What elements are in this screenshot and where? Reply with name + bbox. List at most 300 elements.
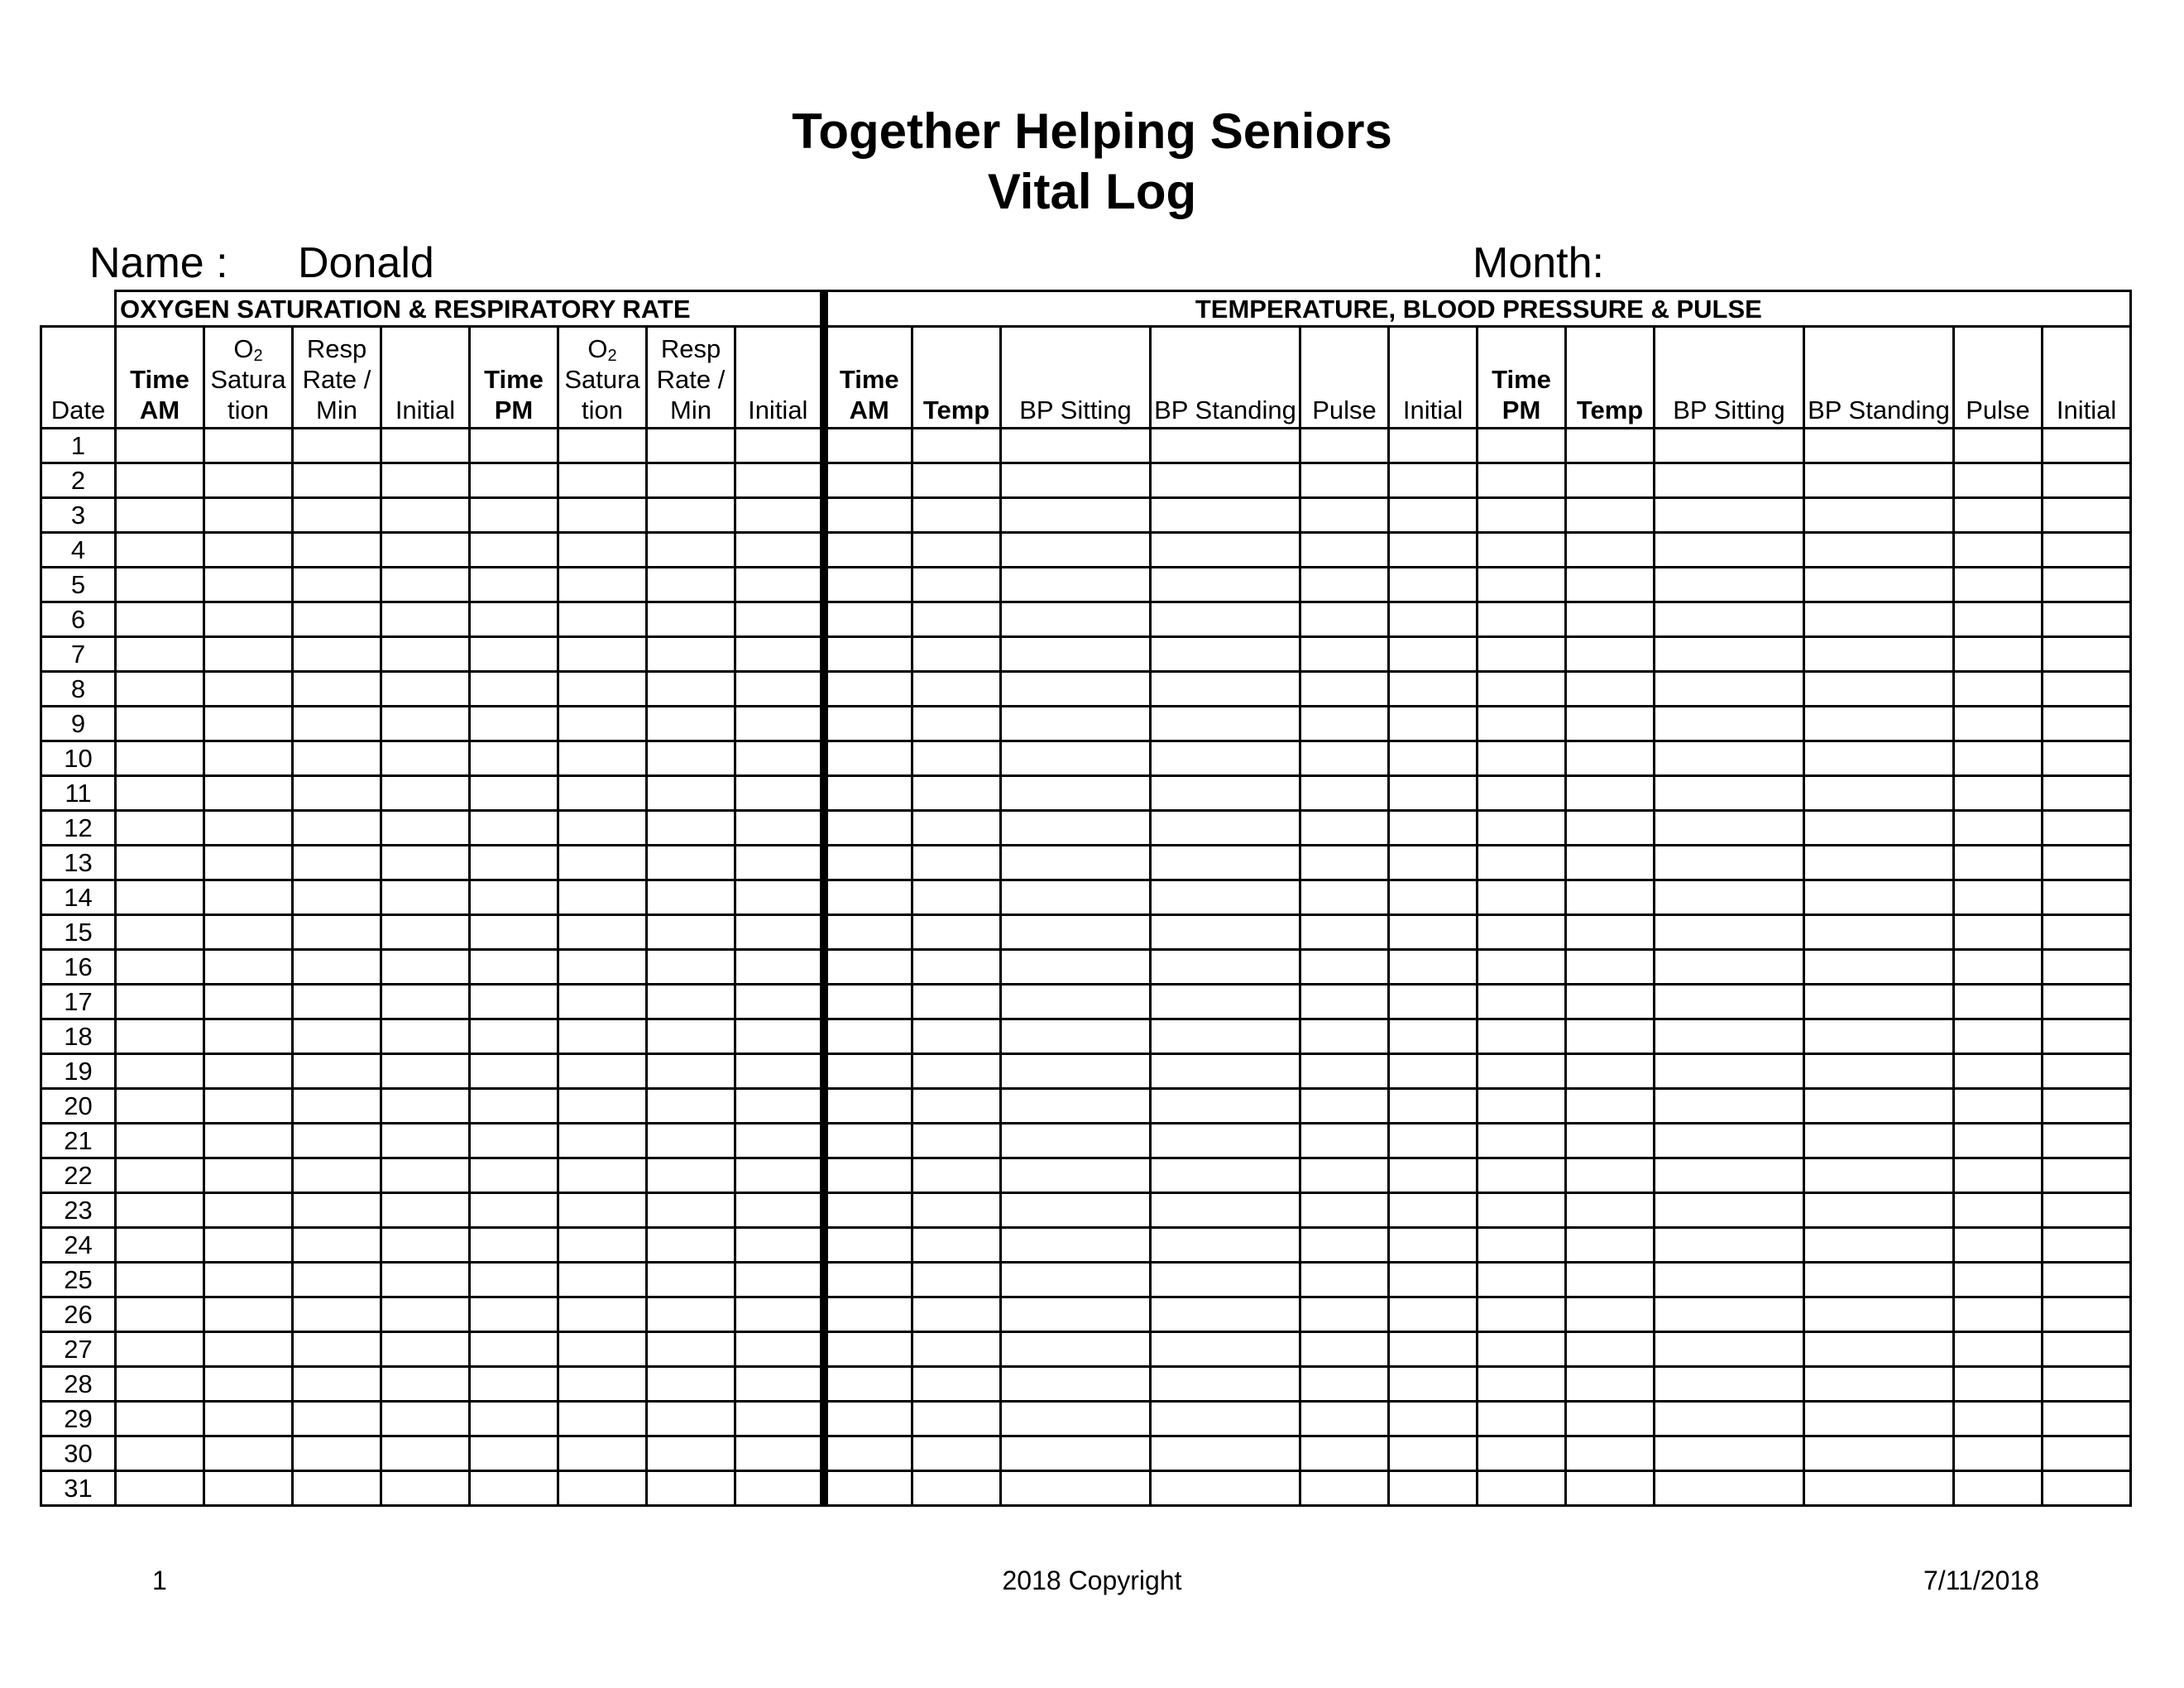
- entry-cell[interactable]: [735, 1193, 824, 1228]
- entry-cell[interactable]: [470, 602, 558, 637]
- entry-cell[interactable]: [558, 672, 647, 707]
- entry-cell[interactable]: [1389, 811, 1478, 846]
- entry-cell[interactable]: [116, 1297, 204, 1332]
- entry-cell[interactable]: [1151, 985, 1300, 1019]
- entry-cell[interactable]: [293, 1193, 381, 1228]
- entry-cell[interactable]: [1478, 672, 1566, 707]
- entry-cell[interactable]: [2043, 1332, 2131, 1367]
- entry-cell[interactable]: [381, 672, 470, 707]
- entry-cell[interactable]: [204, 637, 293, 672]
- entry-cell[interactable]: [1655, 741, 1804, 776]
- entry-cell[interactable]: [1954, 741, 2043, 776]
- entry-cell[interactable]: [558, 463, 647, 498]
- entry-cell[interactable]: [116, 498, 204, 533]
- entry-cell[interactable]: [647, 1089, 735, 1124]
- entry-cell[interactable]: [470, 1158, 558, 1193]
- entry-cell[interactable]: [116, 1367, 204, 1402]
- entry-cell[interactable]: [204, 811, 293, 846]
- entry-cell[interactable]: [204, 915, 293, 950]
- entry-cell[interactable]: [647, 1158, 735, 1193]
- entry-cell[interactable]: [293, 707, 381, 741]
- entry-cell[interactable]: [1804, 1263, 1954, 1297]
- entry-cell[interactable]: [647, 1228, 735, 1263]
- entry-cell[interactable]: [470, 568, 558, 602]
- entry-cell[interactable]: [824, 1436, 912, 1471]
- entry-cell[interactable]: [204, 741, 293, 776]
- entry-cell[interactable]: [2043, 533, 2131, 568]
- entry-cell[interactable]: [470, 1332, 558, 1367]
- entry-cell[interactable]: [204, 1332, 293, 1367]
- entry-cell[interactable]: [2043, 985, 2131, 1019]
- entry-cell[interactable]: [381, 811, 470, 846]
- entry-cell[interactable]: [1001, 950, 1151, 985]
- entry-cell[interactable]: [116, 880, 204, 915]
- entry-cell[interactable]: [204, 1367, 293, 1402]
- entry-cell[interactable]: [912, 1158, 1001, 1193]
- entry-cell[interactable]: [1300, 1054, 1389, 1089]
- entry-cell[interactable]: [470, 429, 558, 463]
- entry-cell[interactable]: [1151, 1402, 1300, 1436]
- entry-cell[interactable]: [2043, 1297, 2131, 1332]
- entry-cell[interactable]: [1954, 846, 2043, 880]
- entry-cell[interactable]: [1300, 429, 1389, 463]
- entry-cell[interactable]: [912, 1332, 1001, 1367]
- entry-cell[interactable]: [558, 811, 647, 846]
- entry-cell[interactable]: [381, 1089, 470, 1124]
- entry-cell[interactable]: [735, 915, 824, 950]
- entry-cell[interactable]: [824, 1019, 912, 1054]
- entry-cell[interactable]: [1478, 533, 1566, 568]
- entry-cell[interactable]: [1566, 1263, 1655, 1297]
- entry-cell[interactable]: [558, 1158, 647, 1193]
- entry-cell[interactable]: [647, 1332, 735, 1367]
- entry-cell[interactable]: [1389, 1158, 1478, 1193]
- entry-cell[interactable]: [470, 1124, 558, 1158]
- entry-cell[interactable]: [1804, 880, 1954, 915]
- entry-cell[interactable]: [1300, 533, 1389, 568]
- entry-cell[interactable]: [558, 985, 647, 1019]
- entry-cell[interactable]: [1389, 950, 1478, 985]
- entry-cell[interactable]: [1655, 602, 1804, 637]
- entry-cell[interactable]: [558, 846, 647, 880]
- entry-cell[interactable]: [293, 1124, 381, 1158]
- entry-cell[interactable]: [293, 637, 381, 672]
- entry-cell[interactable]: [735, 1436, 824, 1471]
- entry-cell[interactable]: [647, 846, 735, 880]
- entry-cell[interactable]: [1300, 637, 1389, 672]
- entry-cell[interactable]: [1655, 1054, 1804, 1089]
- entry-cell[interactable]: [824, 1158, 912, 1193]
- entry-cell[interactable]: [647, 915, 735, 950]
- entry-cell[interactable]: [1389, 637, 1478, 672]
- entry-cell[interactable]: [1001, 1124, 1151, 1158]
- entry-cell[interactable]: [381, 1332, 470, 1367]
- entry-cell[interactable]: [470, 1436, 558, 1471]
- entry-cell[interactable]: [1151, 1228, 1300, 1263]
- entry-cell[interactable]: [1478, 1089, 1566, 1124]
- entry-cell[interactable]: [1151, 741, 1300, 776]
- entry-cell[interactable]: [470, 741, 558, 776]
- entry-cell[interactable]: [1001, 463, 1151, 498]
- entry-cell[interactable]: [1389, 533, 1478, 568]
- entry-cell[interactable]: [1566, 1367, 1655, 1402]
- entry-cell[interactable]: [1001, 1193, 1151, 1228]
- entry-cell[interactable]: [1804, 1297, 1954, 1332]
- entry-cell[interactable]: [1954, 985, 2043, 1019]
- entry-cell[interactable]: [1151, 568, 1300, 602]
- entry-cell[interactable]: [558, 950, 647, 985]
- entry-cell[interactable]: [381, 463, 470, 498]
- entry-cell[interactable]: [2043, 602, 2131, 637]
- entry-cell[interactable]: [381, 498, 470, 533]
- entry-cell[interactable]: [1389, 1471, 1478, 1506]
- entry-cell[interactable]: [1001, 707, 1151, 741]
- entry-cell[interactable]: [1954, 672, 2043, 707]
- entry-cell[interactable]: [558, 1019, 647, 1054]
- entry-cell[interactable]: [1954, 1158, 2043, 1193]
- entry-cell[interactable]: [470, 463, 558, 498]
- entry-cell[interactable]: [558, 1471, 647, 1506]
- entry-cell[interactable]: [912, 1019, 1001, 1054]
- entry-cell[interactable]: [1151, 1263, 1300, 1297]
- entry-cell[interactable]: [293, 1228, 381, 1263]
- entry-cell[interactable]: [1954, 1263, 2043, 1297]
- entry-cell[interactable]: [470, 1193, 558, 1228]
- entry-cell[interactable]: [735, 568, 824, 602]
- entry-cell[interactable]: [1151, 637, 1300, 672]
- entry-cell[interactable]: [1300, 1332, 1389, 1367]
- entry-cell[interactable]: [1151, 602, 1300, 637]
- entry-cell[interactable]: [116, 1332, 204, 1367]
- entry-cell[interactable]: [558, 1124, 647, 1158]
- entry-cell[interactable]: [912, 880, 1001, 915]
- entry-cell[interactable]: [204, 498, 293, 533]
- entry-cell[interactable]: [1001, 880, 1151, 915]
- entry-cell[interactable]: [1954, 707, 2043, 741]
- entry-cell[interactable]: [381, 1471, 470, 1506]
- entry-cell[interactable]: [1655, 1436, 1804, 1471]
- entry-cell[interactable]: [1001, 1402, 1151, 1436]
- entry-cell[interactable]: [1151, 1471, 1300, 1506]
- entry-cell[interactable]: [558, 741, 647, 776]
- entry-cell[interactable]: [1300, 1297, 1389, 1332]
- entry-cell[interactable]: [912, 672, 1001, 707]
- entry-cell[interactable]: [2043, 741, 2131, 776]
- entry-cell[interactable]: [1954, 776, 2043, 811]
- entry-cell[interactable]: [470, 637, 558, 672]
- entry-cell[interactable]: [1954, 1332, 2043, 1367]
- entry-cell[interactable]: [470, 1019, 558, 1054]
- entry-cell[interactable]: [735, 1124, 824, 1158]
- entry-cell[interactable]: [1804, 707, 1954, 741]
- entry-cell[interactable]: [1804, 1089, 1954, 1124]
- entry-cell[interactable]: [116, 1402, 204, 1436]
- entry-cell[interactable]: [735, 463, 824, 498]
- entry-cell[interactable]: [912, 498, 1001, 533]
- entry-cell[interactable]: [1954, 1054, 2043, 1089]
- entry-cell[interactable]: [1478, 1471, 1566, 1506]
- entry-cell[interactable]: [1001, 637, 1151, 672]
- entry-cell[interactable]: [912, 776, 1001, 811]
- entry-cell[interactable]: [558, 1436, 647, 1471]
- entry-cell[interactable]: [1478, 846, 1566, 880]
- entry-cell[interactable]: [647, 1263, 735, 1297]
- entry-cell[interactable]: [1300, 985, 1389, 1019]
- entry-cell[interactable]: [912, 1367, 1001, 1402]
- entry-cell[interactable]: [1655, 880, 1804, 915]
- entry-cell[interactable]: [1954, 880, 2043, 915]
- entry-cell[interactable]: [1655, 811, 1804, 846]
- entry-cell[interactable]: [293, 1367, 381, 1402]
- entry-cell[interactable]: [1655, 498, 1804, 533]
- entry-cell[interactable]: [1655, 1402, 1804, 1436]
- entry-cell[interactable]: [1001, 1367, 1151, 1402]
- entry-cell[interactable]: [204, 602, 293, 637]
- entry-cell[interactable]: [116, 741, 204, 776]
- entry-cell[interactable]: [116, 776, 204, 811]
- entry-cell[interactable]: [1001, 1332, 1151, 1367]
- entry-cell[interactable]: [824, 776, 912, 811]
- entry-cell[interactable]: [735, 637, 824, 672]
- entry-cell[interactable]: [647, 568, 735, 602]
- entry-cell[interactable]: [381, 637, 470, 672]
- entry-cell[interactable]: [204, 1228, 293, 1263]
- entry-cell[interactable]: [204, 1054, 293, 1089]
- entry-cell[interactable]: [381, 985, 470, 1019]
- entry-cell[interactable]: [1478, 707, 1566, 741]
- entry-cell[interactable]: [647, 950, 735, 985]
- entry-cell[interactable]: [1389, 1089, 1478, 1124]
- entry-cell[interactable]: [735, 811, 824, 846]
- entry-cell[interactable]: [470, 846, 558, 880]
- entry-cell[interactable]: [735, 1054, 824, 1089]
- entry-cell[interactable]: [1566, 429, 1655, 463]
- entry-cell[interactable]: [2043, 1436, 2131, 1471]
- entry-cell[interactable]: [204, 1471, 293, 1506]
- entry-cell[interactable]: [116, 1263, 204, 1297]
- entry-cell[interactable]: [1300, 1124, 1389, 1158]
- entry-cell[interactable]: [912, 533, 1001, 568]
- entry-cell[interactable]: [647, 1193, 735, 1228]
- entry-cell[interactable]: [116, 1124, 204, 1158]
- entry-cell[interactable]: [1478, 1124, 1566, 1158]
- entry-cell[interactable]: [1655, 846, 1804, 880]
- entry-cell[interactable]: [1001, 776, 1151, 811]
- entry-cell[interactable]: [470, 776, 558, 811]
- entry-cell[interactable]: [824, 1263, 912, 1297]
- entry-cell[interactable]: [1001, 533, 1151, 568]
- entry-cell[interactable]: [2043, 1019, 2131, 1054]
- entry-cell[interactable]: [116, 985, 204, 1019]
- entry-cell[interactable]: [1300, 1158, 1389, 1193]
- entry-cell[interactable]: [1566, 1089, 1655, 1124]
- entry-cell[interactable]: [558, 429, 647, 463]
- entry-cell[interactable]: [1804, 915, 1954, 950]
- entry-cell[interactable]: [2043, 950, 2131, 985]
- entry-cell[interactable]: [647, 1297, 735, 1332]
- entry-cell[interactable]: [1478, 637, 1566, 672]
- entry-cell[interactable]: [1655, 1332, 1804, 1367]
- entry-cell[interactable]: [1389, 602, 1478, 637]
- entry-cell[interactable]: [2043, 1089, 2131, 1124]
- entry-cell[interactable]: [1566, 1019, 1655, 1054]
- entry-cell[interactable]: [824, 811, 912, 846]
- entry-cell[interactable]: [381, 1367, 470, 1402]
- entry-cell[interactable]: [912, 1402, 1001, 1436]
- entry-cell[interactable]: [1566, 985, 1655, 1019]
- entry-cell[interactable]: [1001, 1436, 1151, 1471]
- entry-cell[interactable]: [735, 1158, 824, 1193]
- entry-cell[interactable]: [912, 1089, 1001, 1124]
- entry-cell[interactable]: [116, 429, 204, 463]
- entry-cell[interactable]: [116, 811, 204, 846]
- entry-cell[interactable]: [293, 811, 381, 846]
- entry-cell[interactable]: [293, 1402, 381, 1436]
- entry-cell[interactable]: [2043, 429, 2131, 463]
- entry-cell[interactable]: [735, 950, 824, 985]
- entry-cell[interactable]: [116, 463, 204, 498]
- entry-cell[interactable]: [1804, 1019, 1954, 1054]
- entry-cell[interactable]: [1804, 1471, 1954, 1506]
- entry-cell[interactable]: [1566, 1158, 1655, 1193]
- entry-cell[interactable]: [116, 707, 204, 741]
- entry-cell[interactable]: [558, 1263, 647, 1297]
- entry-cell[interactable]: [1001, 1297, 1151, 1332]
- entry-cell[interactable]: [1655, 1263, 1804, 1297]
- entry-cell[interactable]: [2043, 1471, 2131, 1506]
- entry-cell[interactable]: [1804, 533, 1954, 568]
- entry-cell[interactable]: [1655, 707, 1804, 741]
- entry-cell[interactable]: [2043, 1124, 2131, 1158]
- entry-cell[interactable]: [1804, 1367, 1954, 1402]
- entry-cell[interactable]: [912, 985, 1001, 1019]
- entry-cell[interactable]: [1566, 1436, 1655, 1471]
- entry-cell[interactable]: [470, 707, 558, 741]
- entry-cell[interactable]: [1954, 1471, 2043, 1506]
- entry-cell[interactable]: [1804, 602, 1954, 637]
- entry-cell[interactable]: [1804, 776, 1954, 811]
- entry-cell[interactable]: [204, 568, 293, 602]
- entry-cell[interactable]: [912, 1228, 1001, 1263]
- entry-cell[interactable]: [735, 846, 824, 880]
- entry-cell[interactable]: [470, 1228, 558, 1263]
- entry-cell[interactable]: [558, 1228, 647, 1263]
- entry-cell[interactable]: [1389, 1402, 1478, 1436]
- entry-cell[interactable]: [204, 1193, 293, 1228]
- entry-cell[interactable]: [293, 1436, 381, 1471]
- entry-cell[interactable]: [912, 1124, 1001, 1158]
- entry-cell[interactable]: [381, 602, 470, 637]
- entry-cell[interactable]: [558, 776, 647, 811]
- entry-cell[interactable]: [1804, 672, 1954, 707]
- entry-cell[interactable]: [1954, 1367, 2043, 1402]
- entry-cell[interactable]: [1804, 1158, 1954, 1193]
- entry-cell[interactable]: [470, 1054, 558, 1089]
- entry-cell[interactable]: [1804, 1193, 1954, 1228]
- entry-cell[interactable]: [1954, 1402, 2043, 1436]
- entry-cell[interactable]: [1151, 429, 1300, 463]
- entry-cell[interactable]: [1389, 1367, 1478, 1402]
- entry-cell[interactable]: [647, 1019, 735, 1054]
- entry-cell[interactable]: [735, 672, 824, 707]
- entry-cell[interactable]: [647, 672, 735, 707]
- entry-cell[interactable]: [1478, 1332, 1566, 1367]
- entry-cell[interactable]: [824, 429, 912, 463]
- entry-cell[interactable]: [470, 1402, 558, 1436]
- entry-cell[interactable]: [1389, 672, 1478, 707]
- entry-cell[interactable]: [381, 1124, 470, 1158]
- entry-cell[interactable]: [912, 811, 1001, 846]
- entry-cell[interactable]: [1655, 672, 1804, 707]
- entry-cell[interactable]: [824, 533, 912, 568]
- entry-cell[interactable]: [1954, 1297, 2043, 1332]
- entry-cell[interactable]: [647, 1402, 735, 1436]
- entry-cell[interactable]: [1478, 880, 1566, 915]
- entry-cell[interactable]: [1001, 1019, 1151, 1054]
- entry-cell[interactable]: [293, 915, 381, 950]
- entry-cell[interactable]: [912, 1054, 1001, 1089]
- entry-cell[interactable]: [1151, 1158, 1300, 1193]
- entry-cell[interactable]: [381, 1054, 470, 1089]
- entry-cell[interactable]: [293, 1089, 381, 1124]
- entry-cell[interactable]: [647, 463, 735, 498]
- entry-cell[interactable]: [824, 1228, 912, 1263]
- entry-cell[interactable]: [2043, 463, 2131, 498]
- entry-cell[interactable]: [1300, 1367, 1389, 1402]
- entry-cell[interactable]: [293, 568, 381, 602]
- entry-cell[interactable]: [647, 741, 735, 776]
- entry-cell[interactable]: [912, 1297, 1001, 1332]
- entry-cell[interactable]: [2043, 1193, 2131, 1228]
- entry-cell[interactable]: [1804, 1124, 1954, 1158]
- entry-cell[interactable]: [647, 811, 735, 846]
- entry-cell[interactable]: [116, 915, 204, 950]
- entry-cell[interactable]: [558, 1089, 647, 1124]
- entry-cell[interactable]: [1566, 1193, 1655, 1228]
- entry-cell[interactable]: [116, 637, 204, 672]
- entry-cell[interactable]: [735, 1367, 824, 1402]
- entry-cell[interactable]: [293, 463, 381, 498]
- entry-cell[interactable]: [1389, 1124, 1478, 1158]
- entry-cell[interactable]: [1655, 463, 1804, 498]
- entry-cell[interactable]: [2043, 1402, 2131, 1436]
- entry-cell[interactable]: [381, 776, 470, 811]
- entry-cell[interactable]: [1478, 741, 1566, 776]
- entry-cell[interactable]: [1804, 1054, 1954, 1089]
- entry-cell[interactable]: [204, 533, 293, 568]
- entry-cell[interactable]: [204, 672, 293, 707]
- entry-cell[interactable]: [1300, 498, 1389, 533]
- entry-cell[interactable]: [1151, 672, 1300, 707]
- entry-cell[interactable]: [1389, 463, 1478, 498]
- entry-cell[interactable]: [912, 602, 1001, 637]
- entry-cell[interactable]: [2043, 1367, 2131, 1402]
- entry-cell[interactable]: [912, 1436, 1001, 1471]
- entry-cell[interactable]: [1300, 1471, 1389, 1506]
- entry-cell[interactable]: [293, 880, 381, 915]
- entry-cell[interactable]: [912, 846, 1001, 880]
- entry-cell[interactable]: [1151, 1297, 1300, 1332]
- entry-cell[interactable]: [647, 602, 735, 637]
- entry-cell[interactable]: [1804, 985, 1954, 1019]
- entry-cell[interactable]: [1566, 915, 1655, 950]
- entry-cell[interactable]: [1566, 637, 1655, 672]
- entry-cell[interactable]: [824, 672, 912, 707]
- entry-cell[interactable]: [116, 1471, 204, 1506]
- entry-cell[interactable]: [1804, 1228, 1954, 1263]
- entry-cell[interactable]: [558, 602, 647, 637]
- entry-cell[interactable]: [735, 498, 824, 533]
